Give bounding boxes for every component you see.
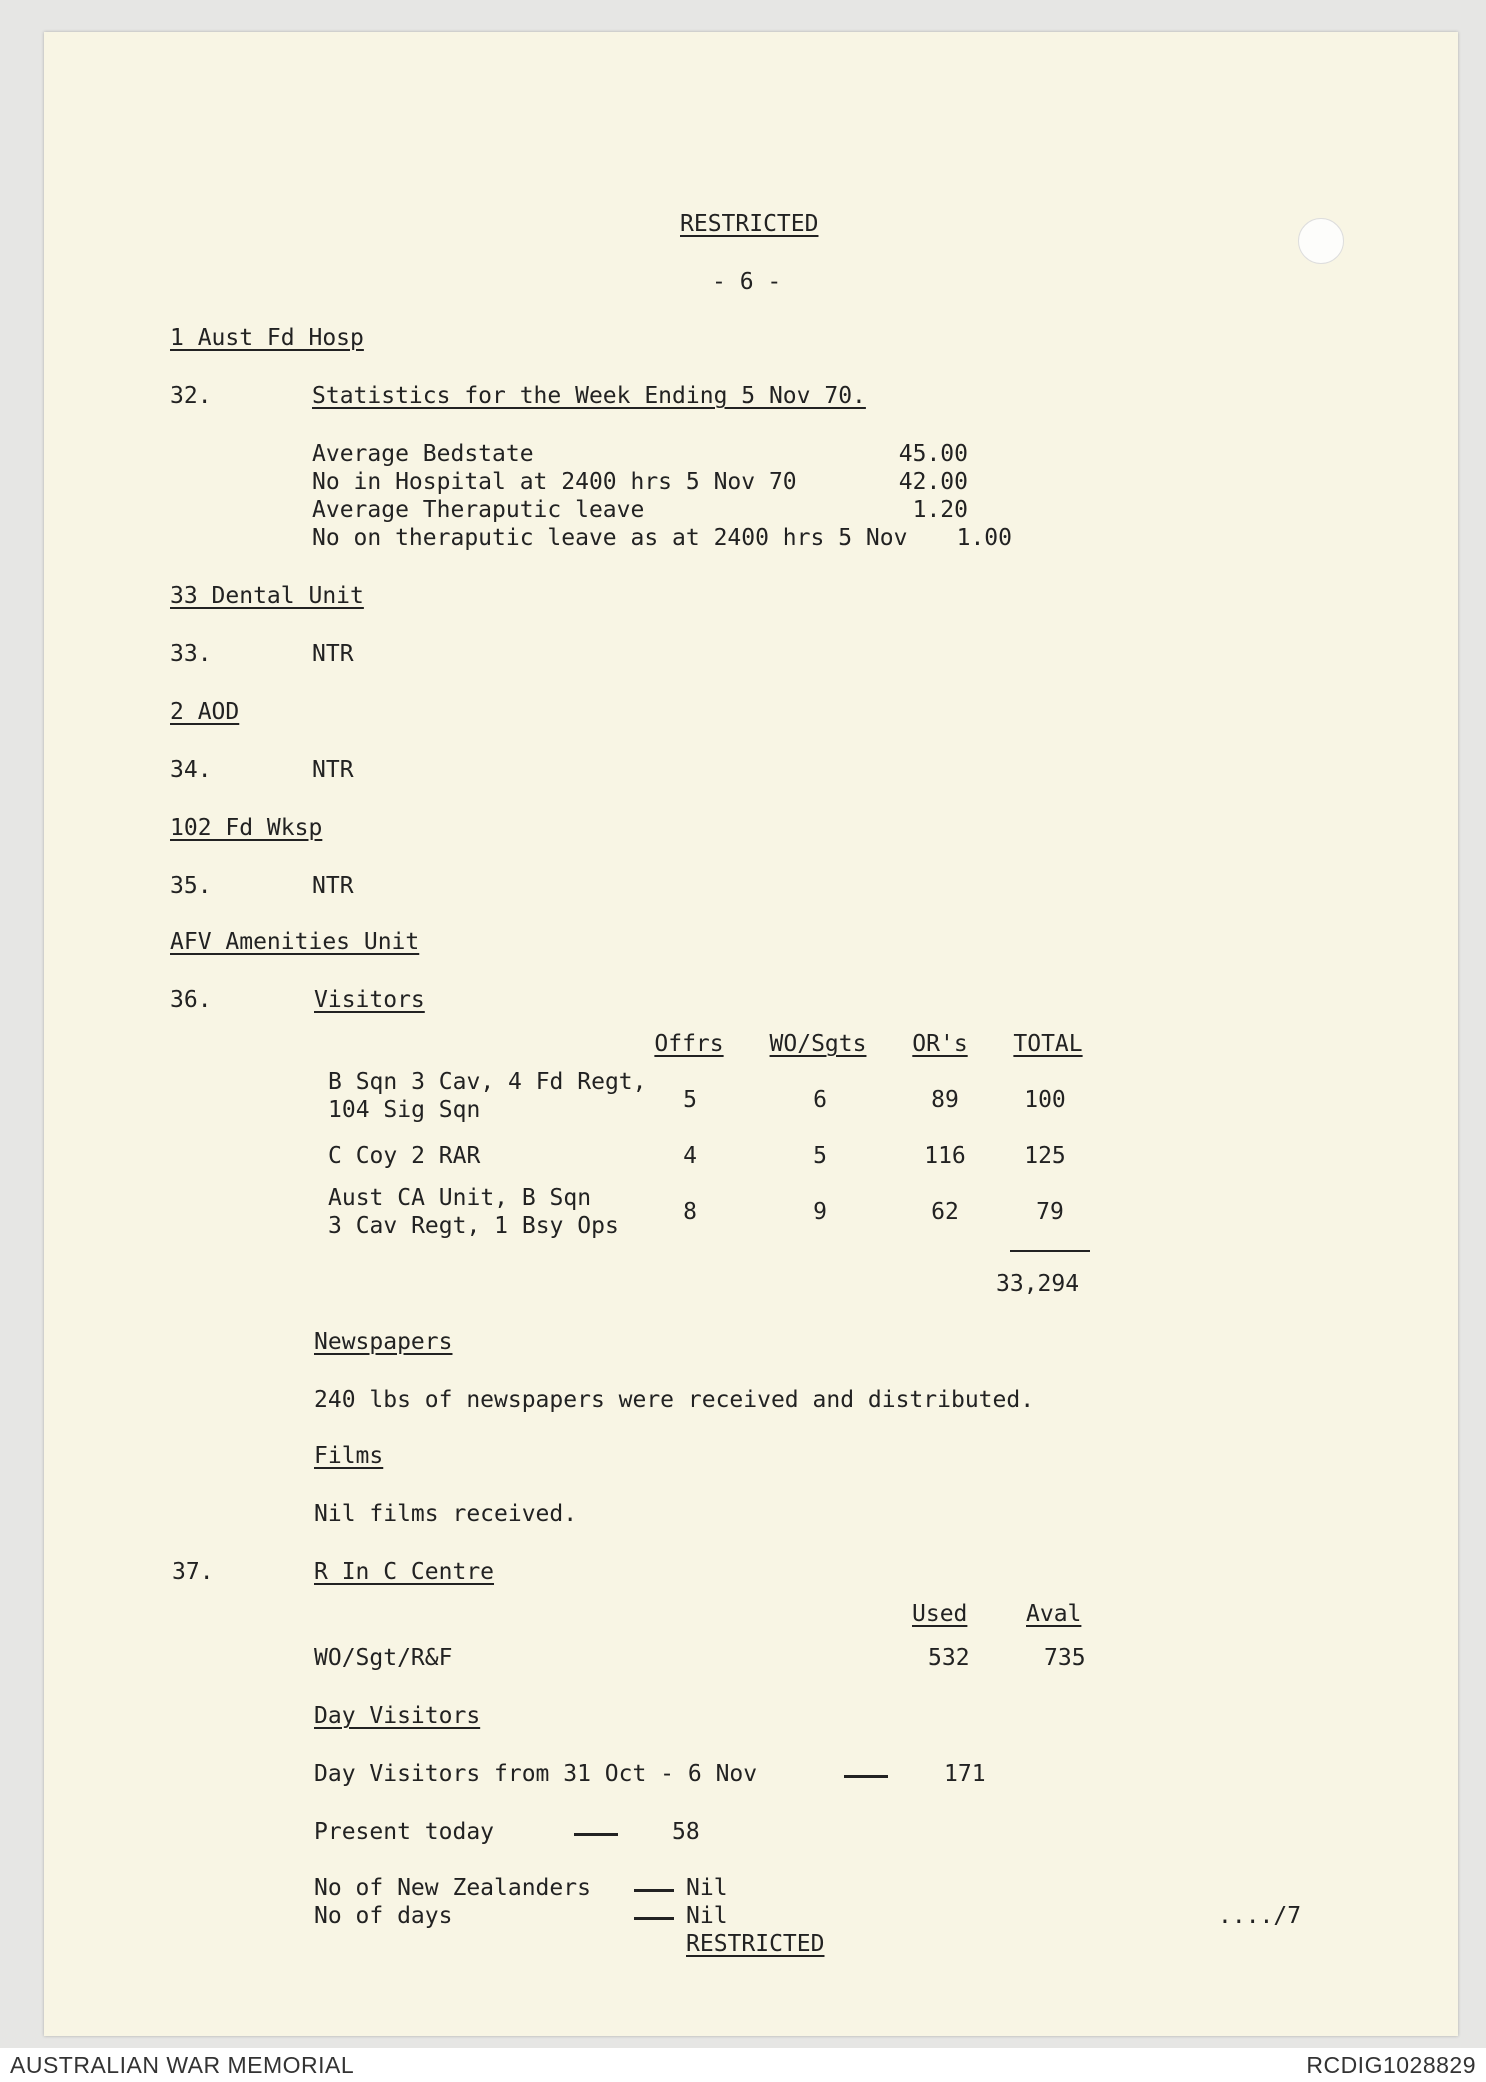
visitor-ors: 89: [931, 1087, 959, 1113]
hosp-row-label: Average Bedstate: [312, 441, 534, 467]
visitor-unit: 3 Cav Regt, 1 Bsy Ops: [328, 1213, 619, 1239]
dash-line: [574, 1833, 618, 1836]
column-header-wo-sgts: WO/Sgts: [769, 1031, 867, 1057]
hosp-row-label: No in Hospital at 2400 hrs 5 Nov 70: [312, 469, 797, 495]
column-header-ors: OR's: [912, 1031, 968, 1057]
newspapers-title: Newspapers: [314, 1329, 453, 1355]
para-number-37: 37.: [172, 1559, 214, 1585]
section-heading-dental: 33 Dental Unit: [170, 583, 364, 609]
para-number-32: 32.: [170, 383, 212, 409]
hosp-row-label: No on theraputic leave as at 2400 hrs 5 Nov: [312, 525, 908, 551]
column-header-offrs: Offrs: [654, 1031, 724, 1057]
aod-text: NTR: [312, 757, 354, 783]
para-number-34: 34.: [170, 757, 212, 783]
page-number: - 6 -: [712, 269, 782, 295]
section-heading-hosp: 1 Aust Fd Hosp: [170, 325, 364, 351]
day-visitors-value: 171: [944, 1761, 986, 1787]
classification-top: RESTRICTED: [680, 211, 819, 237]
visitor-total: 79: [1036, 1199, 1064, 1225]
section-heading-aod: 2 AOD: [170, 699, 240, 725]
visitor-offrs: 4: [683, 1143, 697, 1169]
column-header-used: Used: [912, 1601, 968, 1627]
dash-line: [844, 1775, 888, 1778]
ric-used-value: 532: [928, 1645, 970, 1671]
section-heading-afv: AFV Amenities Unit: [170, 929, 420, 955]
archive-credit: AUSTRALIAN WAR MEMORIAL: [10, 2052, 355, 2078]
dash-line: [634, 1917, 674, 1920]
visitor-offrs: 8: [683, 1199, 697, 1225]
continuation-mark: ..../7: [1218, 1903, 1302, 1929]
days-label: No of days: [314, 1903, 453, 1929]
para-number-35: 35.: [170, 873, 212, 899]
ric-row-label: WO/Sgt/R&F: [314, 1645, 453, 1671]
classification-bottom: RESTRICTED: [686, 1931, 825, 1957]
new-zealanders-value: Nil: [686, 1875, 728, 1901]
day-visitors-title: Day Visitors: [314, 1703, 481, 1729]
archive-reference: RCDIG1028829: [1306, 2052, 1476, 2078]
hosp-row-label: Average Theraputic leave: [312, 497, 645, 523]
visitor-unit: C Coy 2 RAR: [328, 1143, 481, 1169]
column-header-aval: Aval: [1026, 1601, 1082, 1627]
column-header-total: TOTAL: [1013, 1031, 1083, 1057]
ric-title: R In C Centre: [314, 1559, 495, 1585]
wksp-text: NTR: [312, 873, 354, 899]
visitor-total: 125: [1024, 1143, 1066, 1169]
day-visitors-label: Day Visitors from 31 Oct - 6 Nov: [314, 1761, 758, 1787]
days-value: Nil: [686, 1903, 728, 1929]
visitor-total: 100: [1024, 1087, 1066, 1113]
visitor-wo: 5: [813, 1143, 827, 1169]
para-number-36: 36.: [170, 987, 212, 1013]
visitor-unit: Aust CA Unit, B Sqn: [328, 1185, 592, 1211]
newspapers-text: 240 lbs of newspapers were received and distributed.: [314, 1387, 1035, 1413]
hosp-row-value: 42.00: [898, 469, 968, 495]
visitor-wo: 9: [813, 1199, 827, 1225]
punch-hole: [1298, 218, 1344, 264]
para-number-33: 33.: [170, 641, 212, 667]
visitor-ors: 116: [924, 1143, 966, 1169]
present-today-value: 58: [672, 1819, 700, 1845]
visitor-unit: 104 Sig Sqn: [328, 1097, 481, 1123]
ric-aval-value: 735: [1044, 1645, 1086, 1671]
hosp-row-value: 45.00: [898, 441, 968, 467]
new-zealanders-label: No of New Zealanders: [314, 1875, 591, 1901]
hosp-statistics-title: Statistics for the Week Ending 5 Nov 70.: [312, 383, 866, 409]
visitor-wo: 6: [813, 1087, 827, 1113]
visitor-ors: 62: [931, 1199, 959, 1225]
hosp-row-value: 1.00: [956, 525, 1012, 551]
hosp-row-value: 1.20: [912, 497, 968, 523]
dash-line: [634, 1889, 674, 1892]
films-title: Films: [314, 1443, 384, 1469]
visitor-offrs: 5: [683, 1087, 697, 1113]
visitor-unit: B Sqn 3 Cav, 4 Fd Regt,: [328, 1069, 647, 1095]
dental-text: NTR: [312, 641, 354, 667]
visitors-title: Visitors: [314, 987, 425, 1013]
films-text: Nil films received.: [314, 1501, 578, 1527]
present-today-label: Present today: [314, 1819, 495, 1845]
visitors-grand-total: 33,294: [996, 1271, 1080, 1297]
total-rule: [1010, 1250, 1090, 1252]
section-heading-wksp: 102 Fd Wksp: [170, 815, 323, 841]
